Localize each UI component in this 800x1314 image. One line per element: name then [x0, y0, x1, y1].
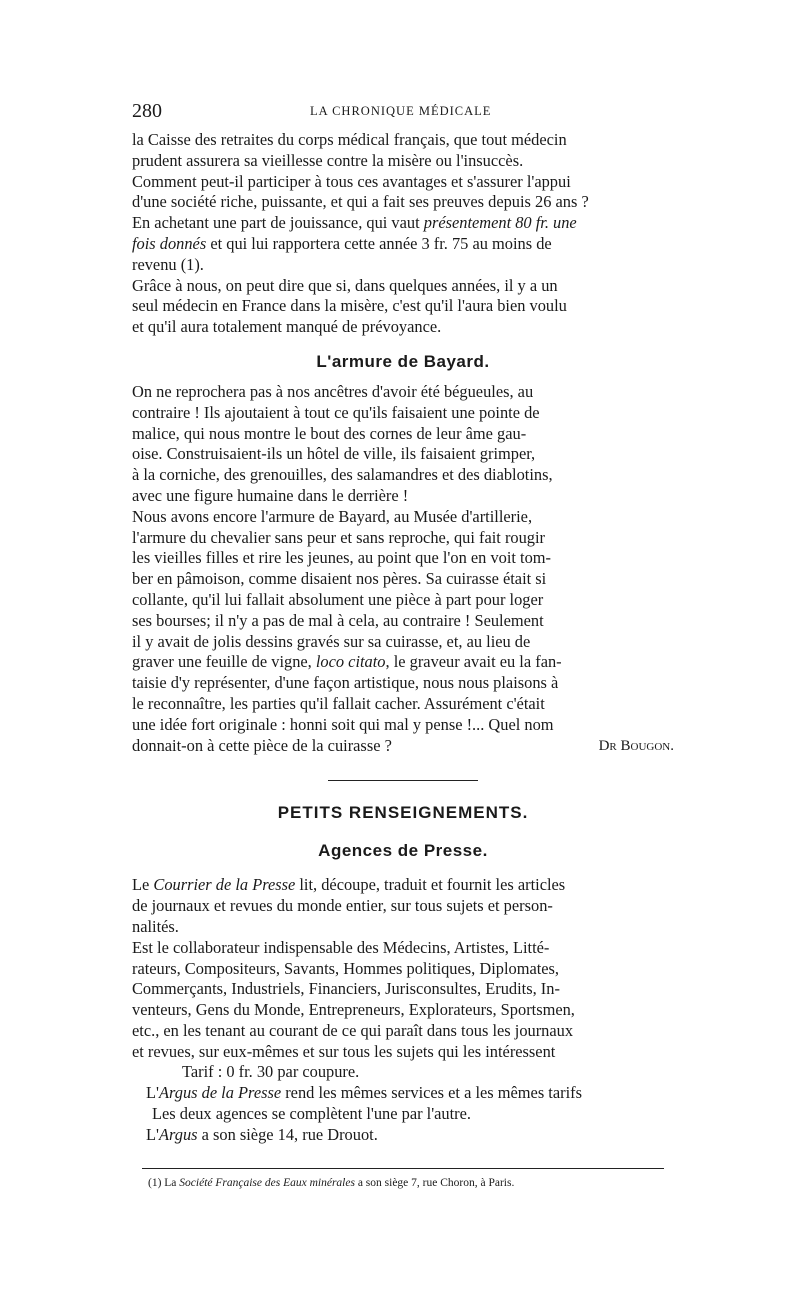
text-line: Nous avons encore l'armure de Bayard, au Musée d'artillerie,: [132, 506, 533, 526]
text-line: etc., en les tenant au courant de ce qui paraît dans tous les journaux: [132, 1020, 574, 1040]
text-line: [132, 234, 674, 255]
text-line: nalités.: [132, 916, 179, 936]
agences-paragraph: [132, 875, 674, 1145]
text-run: lit, découpe, traduit et fournit les articles: [295, 875, 566, 895]
text-line: [132, 213, 674, 234]
text-line: Les deux agences se complètent l'une par l'autre.: [152, 1104, 472, 1124]
page-number: 280: [132, 100, 162, 122]
text-line: prudent assurera sa vieillesse contre la misère ou l'insuccès.: [132, 150, 524, 170]
italic-run: Société Française des Eaux minérales: [179, 1176, 355, 1189]
italic-run: Argus de la Presse: [158, 1083, 282, 1103]
text-line: contraire ! Ils ajoutaient à tout ce qu'ils faisaient une pointe de: [132, 402, 540, 422]
italic-run: fois donnés: [132, 233, 207, 253]
text-line: Commerçants, Industriels, Financiers, Jurisconsultes, Erudits, In-: [132, 979, 560, 999]
text-run: , le graveur avait eu la fan-: [385, 652, 562, 672]
text-line: oise. Construisaient-ils un hôtel de ville, ils faisaient grimper,: [132, 444, 536, 464]
text-line: On ne reprochera pas à nos ancêtres d'avoir été bégueules, au: [132, 381, 534, 401]
italic-run: Courrier de la Presse: [153, 875, 296, 895]
italic-run: loco citato: [315, 652, 386, 672]
text-line: Comment peut-il participer à tous ces avantages et s'assurer l'appui: [132, 171, 571, 191]
section-title: PETITS RENSEIGNEMENTS.: [277, 803, 529, 823]
text-line: Grâce à nous, on peut dire que si, dans quelques années, il y a un: [132, 275, 558, 295]
text-line: [132, 1125, 674, 1146]
text-run: (1) La: [148, 1176, 180, 1189]
text-line: le reconnaître, les parties qu'il fallait cacher. Assurément c'était: [132, 693, 545, 713]
text-line: les vieilles filles et rire les jeunes, au point que l'on en voit tom-: [132, 548, 551, 568]
text-run: a son siège 7, rue Choron, à Paris.: [354, 1176, 515, 1189]
intro-paragraph: [132, 130, 674, 338]
running-head: [132, 100, 674, 130]
text-line: malice, qui nous montre le bout des cornes de leur âme gau-: [132, 423, 527, 443]
italic-run: Argus: [158, 1124, 198, 1144]
text-line: ber en pâmoison, comme disaient nos pères. Sa cuirasse était si: [132, 569, 547, 589]
text-line: [132, 736, 674, 757]
text-line: une idée fort originale : honni soit qui mal y pense !... Quel nom: [132, 714, 554, 734]
text-run: donnait-on à cette pièce de la cuirasse ?: [132, 735, 392, 755]
text-line: [132, 875, 674, 896]
text-run: L': [146, 1083, 159, 1103]
text-line: avec une figure humaine dans le derrière !: [132, 485, 409, 505]
text-line: d'une société riche, puissante, et qui a fait ses preuves depuis 26 ans ?: [132, 192, 589, 212]
text-line: il y avait de jolis dessins gravés sur sa cuirasse, et, au lieu de: [132, 631, 531, 651]
text-line: Tarif : 0 fr. 30 par coupure.: [182, 1062, 360, 1082]
text-line: et revues, sur eux-mêmes et sur tous les sujets qui les intéressent: [132, 1041, 556, 1061]
text-line: [132, 652, 674, 673]
subsection-title: Agences de Presse.: [318, 841, 488, 861]
text-line: collante, qu'il lui fallait absolument une pièce à part pour loger: [132, 589, 544, 609]
armure-paragraph: [132, 382, 674, 756]
text-line: Est le collaborateur indispensable des Médecins, Artistes, Litté-: [132, 937, 550, 957]
journal-title: LA CHRONIQUE MÉDICALE: [310, 104, 492, 118]
text-line: ses bourses; il n'y a pas de mal à cela, au contraire ! Seulement: [132, 610, 544, 630]
text-run: rend les mêmes services et a les mêmes tarifs: [281, 1083, 582, 1103]
text-line: à la corniche, des grenouilles, des salamandres et des diablotins,: [132, 465, 553, 485]
page: [132, 100, 674, 1189]
armure-title: L'armure de Bayard.: [316, 351, 490, 371]
text-line: la Caisse des retraites du corps médical français, que tout médecin: [132, 130, 567, 149]
text-run: Le: [132, 875, 154, 895]
text-run: et qui lui rapportera cette année 3 fr. 75 au moins de: [206, 233, 552, 253]
text-line: venteurs, Gens du Monde, Entrepreneurs, Explorateurs, Sportsmen,: [132, 1000, 575, 1020]
italic-run: présentement 80 fr. une: [423, 213, 577, 233]
text-run: graver une feuille de vigne,: [132, 652, 316, 672]
text-line: l'armure du chevalier sans peur et sans reproche, qui fait rougir: [132, 527, 546, 547]
text-line: seul médecin en France dans la misère, c'est qu'il l'aura bien voulu: [132, 296, 567, 316]
footnote: [148, 1177, 674, 1189]
text-line: rateurs, Compositeurs, Savants, Hommes politiques, Diplomates,: [132, 958, 560, 978]
text-line: de journaux et revues du monde entier, sur tous sujets et person-: [132, 896, 553, 916]
text-line: taisie d'y représenter, d'une façon artistique, nous nous plaisons à: [132, 673, 559, 693]
text-run: En achetant une part de jouissance, qui vaut: [132, 213, 424, 233]
text-line: revenu (1).: [132, 254, 204, 274]
text-run: L': [146, 1124, 159, 1144]
text-line: et qu'il aura totalement manqué de prévoyance.: [132, 317, 442, 337]
text-line: [132, 1083, 674, 1104]
text-run: a son siège 14, rue Drouot.: [197, 1124, 378, 1144]
signature: Dr Bougon.: [598, 737, 674, 754]
